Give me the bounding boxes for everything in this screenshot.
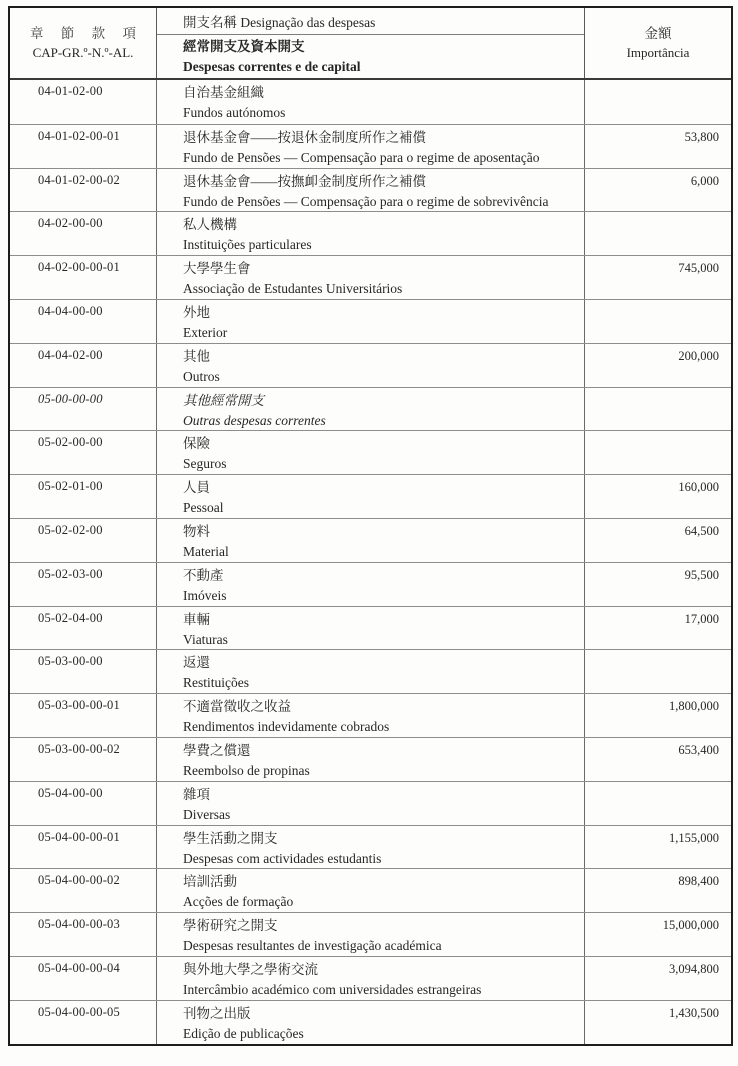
- row-amount: 1,430,500: [669, 1005, 719, 1020]
- row-designation-pt: Associação de Estudantes Universitários: [183, 281, 403, 297]
- row-code: 05-04-00-00-02: [10, 869, 157, 912]
- row-designation-zh: 其他: [183, 348, 210, 364]
- header-code-label-pt: CAP-GR.º-N.º-AL.: [32, 45, 134, 60]
- header-designation-subtitle: [157, 35, 584, 78]
- row-code: 05-03-00-00: [10, 650, 157, 693]
- row-designation: [157, 694, 585, 737]
- row-designation-pt: Edição de publicações: [183, 1025, 304, 1041]
- row-designation-zh: 退休基金會——按退休金制度所作之補償: [183, 129, 426, 145]
- row-amount: 1,800,000: [669, 699, 719, 714]
- row-designation: [157, 431, 585, 474]
- table-row: [10, 124, 731, 168]
- row-designation-zh: 物料: [183, 523, 210, 539]
- row-amount: 6,000: [690, 173, 719, 188]
- row-amount: [585, 650, 731, 693]
- row-designation-pt: Seguros: [183, 456, 227, 472]
- row-designation: [157, 913, 585, 956]
- row-code: 05-02-04-00: [10, 607, 157, 650]
- row-amount: [585, 80, 731, 124]
- row-designation: [157, 563, 585, 606]
- row-code: 05-04-00-00-04: [10, 957, 157, 1000]
- row-designation-zh: 學生活動之開支: [183, 830, 278, 846]
- row-amount: [585, 782, 731, 825]
- table-row: [10, 430, 731, 474]
- table-body: [10, 80, 731, 1044]
- table-row: [10, 80, 731, 124]
- table-row: [10, 649, 731, 693]
- budget-expenses-table: [8, 6, 733, 1046]
- row-designation: [157, 1001, 585, 1044]
- row-code: 04-02-00-00-01: [10, 256, 157, 299]
- row-designation-pt: Instituições particulares: [183, 237, 312, 253]
- row-designation-pt: Fundos autónomos: [183, 105, 286, 120]
- row-amount: 3,094,800: [669, 961, 719, 976]
- table-row: [10, 387, 731, 431]
- row-designation: [157, 957, 585, 1000]
- table-row: [10, 606, 731, 650]
- row-code: 04-04-02-00: [10, 344, 157, 387]
- row-designation-pt: Exterior: [183, 324, 228, 340]
- row-designation-pt: Diversas: [183, 806, 231, 822]
- table-row: [10, 956, 731, 1000]
- row-designation-pt: Acções de formação: [183, 894, 294, 910]
- row-code: 05-04-00-00-01: [10, 826, 157, 869]
- header-designation-title: 開支名稱 Designação das despesas: [157, 8, 584, 35]
- row-designation-zh: 雜項: [183, 786, 210, 802]
- row-designation-zh: 大學學生會: [183, 261, 251, 277]
- table-header: [10, 8, 731, 80]
- row-designation-pt: Fundo de Pensões — Compensação para o regime de aposentação: [183, 149, 540, 165]
- row-amount: 1,155,000: [669, 830, 719, 845]
- row-code: 04-04-00-00: [10, 300, 157, 343]
- row-designation-pt: Restituições: [183, 675, 249, 691]
- row-designation-pt: Reembolso de propinas: [183, 762, 310, 778]
- row-code: 04-01-02-00-01: [10, 125, 157, 168]
- row-designation-zh: 培訓活動: [183, 874, 237, 890]
- row-code: 04-02-00-00: [10, 212, 157, 255]
- row-designation-zh: 學費之償還: [183, 742, 251, 758]
- row-amount: 898,400: [678, 874, 719, 889]
- row-designation: [157, 650, 585, 693]
- row-designation-zh: 不動產: [183, 567, 224, 583]
- row-code: 04-01-02-00-02: [10, 169, 157, 212]
- row-designation-pt: Despesas resultantes de investigação académica: [183, 938, 442, 954]
- row-code: 05-02-01-00: [10, 475, 157, 518]
- row-code: 05-03-00-00-01: [10, 694, 157, 737]
- row-designation-zh: 其他經常開支: [183, 392, 264, 408]
- table-row: [10, 255, 731, 299]
- table-row: [10, 299, 731, 343]
- row-amount: 17,000: [684, 611, 719, 626]
- table-row: [10, 868, 731, 912]
- row-designation-zh: 返還: [183, 655, 210, 671]
- row-amount: [585, 212, 731, 255]
- row-designation-zh: 退休基金會——按撫卹金制度所作之補償: [183, 173, 426, 189]
- row-designation-pt: Despesas com actividades estudantis: [183, 850, 382, 866]
- row-designation: [157, 212, 585, 255]
- row-designation: [157, 125, 585, 168]
- row-amount: 53,800: [684, 129, 719, 144]
- row-amount: [585, 300, 731, 343]
- table-row: [10, 211, 731, 255]
- row-amount: [585, 431, 731, 474]
- row-designation: [157, 256, 585, 299]
- row-designation-zh: 外地: [183, 304, 210, 320]
- row-designation-zh: 保險: [183, 436, 210, 452]
- table-row: [10, 825, 731, 869]
- row-designation-pt: Pessoal: [183, 500, 224, 516]
- row-designation-pt: Outros: [183, 368, 220, 384]
- row-designation-zh: 私人機構: [183, 217, 237, 233]
- row-amount: [585, 388, 731, 431]
- table-row: [10, 562, 731, 606]
- row-designation-zh: 自治基金組織: [183, 85, 264, 100]
- row-designation: [157, 344, 585, 387]
- row-designation-pt: Fundo de Pensões — Compensação para o regime de sobrevivência: [183, 193, 549, 209]
- row-designation: [157, 607, 585, 650]
- header-code-column: [10, 8, 157, 78]
- row-code: 05-04-00-00: [10, 782, 157, 825]
- table-row: [10, 518, 731, 562]
- header-designation-subtitle-pt: Despesas correntes e de capital: [183, 59, 361, 74]
- row-code: 05-04-00-00-05: [10, 1001, 157, 1044]
- row-designation: [157, 300, 585, 343]
- row-designation: [157, 782, 585, 825]
- header-designation-subtitle-zh: 經常開支及資本開支: [183, 39, 305, 54]
- row-code: 04-01-02-00: [10, 80, 157, 124]
- row-designation-pt: Material: [183, 543, 229, 559]
- row-designation: [157, 869, 585, 912]
- table-row: [10, 912, 731, 956]
- row-amount: 653,400: [678, 742, 719, 757]
- row-amount: 745,000: [678, 261, 719, 276]
- row-designation-pt: Imóveis: [183, 587, 227, 603]
- row-designation: [157, 169, 585, 212]
- row-amount: 200,000: [678, 348, 719, 363]
- table-row: [10, 474, 731, 518]
- header-amount-label-pt: Importância: [626, 45, 690, 60]
- table-row: [10, 737, 731, 781]
- row-designation: [157, 388, 585, 431]
- table-row: [10, 781, 731, 825]
- table-row: [10, 1000, 731, 1044]
- row-code: 05-00-00-00: [10, 388, 157, 431]
- row-designation-zh: 不適當徵收之收益: [183, 699, 291, 715]
- row-designation: [157, 826, 585, 869]
- row-code: 05-02-00-00: [10, 431, 157, 474]
- row-designation-pt: Viaturas: [183, 631, 228, 647]
- row-designation: [157, 738, 585, 781]
- row-designation-zh: 與外地大學之學術交流: [183, 961, 318, 977]
- row-code: 05-02-03-00: [10, 563, 157, 606]
- table-row: [10, 168, 731, 212]
- header-amount-label-zh: 金額: [644, 26, 672, 41]
- row-amount: 64,500: [684, 523, 719, 538]
- row-designation-zh: 學術研究之開支: [183, 918, 278, 934]
- row-designation-pt: Outras despesas correntes: [183, 412, 326, 428]
- row-designation-pt: Intercâmbio académico com universidades estrangeiras: [183, 981, 482, 997]
- row-designation-pt: Rendimentos indevidamente cobrados: [183, 719, 390, 735]
- table-row: [10, 693, 731, 737]
- row-designation: [157, 519, 585, 562]
- row-amount: 95,500: [684, 567, 719, 582]
- row-designation-zh: 人員: [183, 480, 210, 496]
- row-amount: 15,000,000: [662, 918, 719, 933]
- header-amount-column: [585, 8, 731, 78]
- row-code: 05-03-00-00-02: [10, 738, 157, 781]
- row-designation-zh: 車輛: [183, 611, 210, 627]
- row-designation: [157, 80, 585, 124]
- row-designation: [157, 475, 585, 518]
- header-designation-column: [157, 8, 585, 78]
- table-row: [10, 343, 731, 387]
- row-designation-zh: 刊物之出版: [183, 1005, 251, 1021]
- row-code: 05-04-00-00-03: [10, 913, 157, 956]
- row-code: 05-02-02-00: [10, 519, 157, 562]
- row-amount: 160,000: [678, 480, 719, 495]
- header-code-label-zh: 章 節 款 項: [29, 26, 144, 41]
